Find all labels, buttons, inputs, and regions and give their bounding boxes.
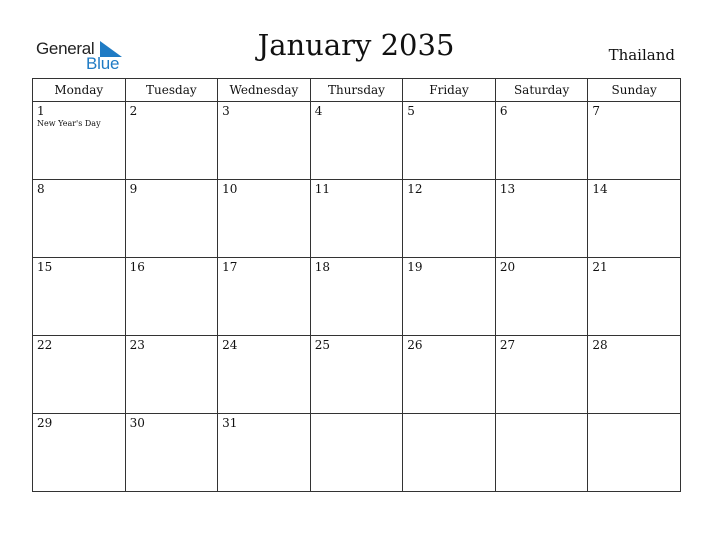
day-cell <box>33 414 126 492</box>
day-cell <box>588 102 681 180</box>
calendar-grid <box>32 78 681 492</box>
day-number: 15 <box>37 260 53 274</box>
day-number: 7 <box>592 104 601 118</box>
day-number: 12 <box>407 182 423 196</box>
weekday-header: Saturday <box>495 79 588 102</box>
country-label: Thailand <box>608 46 675 64</box>
day-cell <box>33 102 126 180</box>
day-cell <box>33 258 126 336</box>
day-cell <box>588 414 681 492</box>
day-cell <box>495 336 588 414</box>
day-number: 24 <box>222 338 238 352</box>
holiday-label: New Year's Day <box>37 119 101 128</box>
day-cell <box>218 180 311 258</box>
week-row <box>33 414 681 492</box>
week-row <box>33 102 681 180</box>
day-number: 25 <box>314 338 330 352</box>
day-number: 4 <box>314 104 323 118</box>
day-cell <box>218 258 311 336</box>
day-number <box>403 414 495 417</box>
weekday-header: Friday <box>403 79 496 102</box>
day-cell <box>403 180 496 258</box>
day-number: 29 <box>37 416 53 430</box>
day-number: 10 <box>222 182 238 196</box>
day-cell <box>33 180 126 258</box>
day-cell <box>218 102 311 180</box>
day-cell <box>495 258 588 336</box>
day-cell <box>218 414 311 492</box>
day-cell <box>403 258 496 336</box>
day-cell <box>495 102 588 180</box>
logo-word-blue: Blue <box>86 54 120 73</box>
day-number: 22 <box>37 338 53 352</box>
day-number: 27 <box>499 338 516 352</box>
day-number: 19 <box>407 260 423 274</box>
day-cell <box>125 414 218 492</box>
day-number: 1 <box>37 104 45 118</box>
day-number <box>496 414 588 417</box>
weekday-header: Wednesday <box>218 79 311 102</box>
week-row <box>33 336 681 414</box>
day-number: 9 <box>129 182 138 196</box>
day-number: 31 <box>222 416 238 430</box>
day-number: 16 <box>129 260 145 274</box>
day-number: 23 <box>129 338 145 352</box>
day-cell <box>495 180 588 258</box>
day-number <box>311 414 403 417</box>
day-cell <box>310 336 403 414</box>
day-number: 3 <box>222 104 230 118</box>
week-row <box>33 258 681 336</box>
weekday-header: Tuesday <box>125 79 218 102</box>
day-number: 18 <box>314 260 330 274</box>
day-number: 28 <box>592 338 608 352</box>
day-cell <box>33 336 126 414</box>
day-cell <box>588 180 681 258</box>
day-number: 17 <box>222 260 238 274</box>
day-number: 21 <box>592 260 608 274</box>
weekday-header-row <box>33 79 681 102</box>
day-cell <box>310 258 403 336</box>
weekday-header: Monday <box>33 79 126 102</box>
weekday-header: Sunday <box>588 79 681 102</box>
day-cell <box>310 180 403 258</box>
weekday-header: Thursday <box>310 79 403 102</box>
day-cell <box>588 258 681 336</box>
day-cell <box>218 336 311 414</box>
day-cell <box>588 336 681 414</box>
calendar-title: January 2035 <box>257 28 455 62</box>
day-number: 5 <box>407 104 415 118</box>
logo-word-general: General <box>36 39 95 58</box>
day-cell <box>125 180 218 258</box>
day-number: 30 <box>129 416 145 430</box>
day-number <box>588 414 680 417</box>
week-row <box>33 180 681 258</box>
day-number: 2 <box>129 104 138 118</box>
day-number: 11 <box>314 182 330 196</box>
day-cell <box>310 414 403 492</box>
day-cell <box>310 102 403 180</box>
day-cell <box>495 414 588 492</box>
day-cell <box>125 258 218 336</box>
day-number: 8 <box>37 182 45 196</box>
day-number: 14 <box>592 182 608 196</box>
day-cell <box>403 414 496 492</box>
day-cell <box>403 336 496 414</box>
day-number: 20 <box>499 260 516 274</box>
day-cell <box>125 336 218 414</box>
day-number: 26 <box>407 338 423 352</box>
day-number: 13 <box>499 182 516 196</box>
day-number: 6 <box>499 104 508 118</box>
day-cell <box>125 102 218 180</box>
day-cell <box>403 102 496 180</box>
